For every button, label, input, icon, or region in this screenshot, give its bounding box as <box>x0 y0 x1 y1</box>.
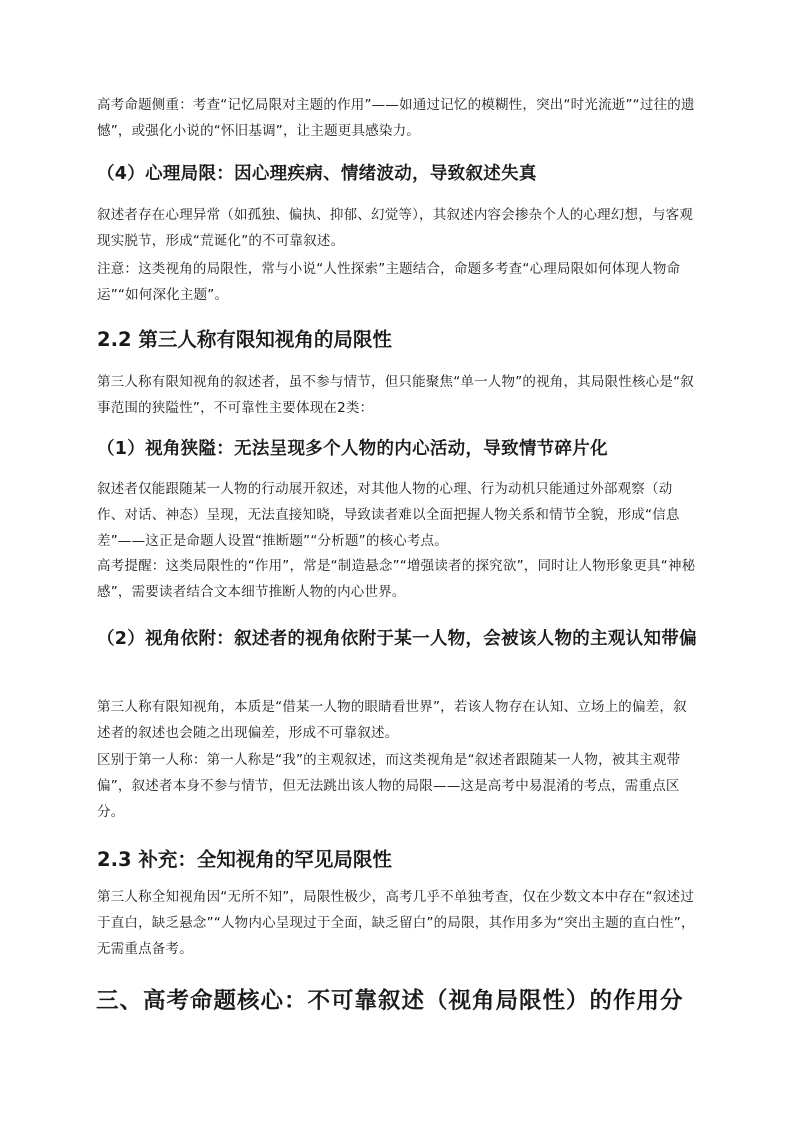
paragraph-psychological-note: 注意：这类视角的局限性，常与小说“人性探索”主题结合，命题多考查“心理局限如何体现人物命运”“如何深化主题”。 <box>97 261 681 303</box>
heading-narrow-view: （1）视角狭隘：无法呈现多个人物的内心活动，导致情节碎片化 <box>97 439 608 459</box>
paragraph-psychological-description: 叙述者存在心理异常（如孤独、偏执、抑郁、幻觉等），其叙述内容会掺杂个人的心理幻想，与客观现实脱节，形成“荒诞化”的不可靠叙述。 <box>97 207 694 249</box>
heading-chapter-3: 三、高考命题核心：不可靠叙述（视角局限性）的作用分 <box>96 988 684 1014</box>
heading-section-2-2: 2.2 第三人称有限知视角的局限性 <box>97 328 392 351</box>
heading-section-2-3: 2.3 补充：全知视角的罕见局限性 <box>97 848 392 871</box>
paragraph-view-attachment-description: 第三人称有限知视角，本质是“借某一人物的眼睛看世界”，若该人物存在认知、立场上的偏差，叙述者的叙述也会随之出现偏差，形成不可靠叙述。 <box>97 699 687 741</box>
paragraph-narrow-view-description: 叙述者仅能跟随某一人物的行动展开叙述，对其他人物的心理、行为动机只能通过外部观察（动作、对话、神态）呈现，无法直接知晓，导致读者难以全面把握人物关系和情节全貌，形成“信息差”——这正是命题人设置“推断题”“分析题”的核心考点。 <box>97 481 680 549</box>
paragraph-first-person-difference: 区别于第一人称：第一人称是“我”的主观叙述，而这类视角是“叙述者跟随某一人物，被其主观带偏”，叙述者本身不参与情节，但无法跳出该人物的局限——这是高考中易混淆的考点，需重点区分。 <box>97 752 681 820</box>
paragraph-limited-view-intro: 第三人称有限知视角的叙述者，虽不参与情节，但只能聚焦“单一人物”的视角，其局限性核心是“叙事范围的狭隘性”，不可靠性主要体现在2类： <box>97 374 694 416</box>
paragraph-exam-focus: 高考命题侧重：考查“记忆局限对主题的作用”——如通过记忆的模糊性，突出“时光流逝”“过往的遗憾”，或强化小说的“怀旧基调”，让主题更具感染力。 <box>97 97 695 139</box>
heading-psychological-limitation: （4）心理局限：因心理疾病、情绪波动，导致叙述失真 <box>97 164 537 184</box>
heading-view-attachment: （2）视角依附：叙述者的视角依附于某一人物，会被该人物的主观认知带偏 <box>97 629 697 649</box>
paragraph-omniscient-view: 第三人称全知视角因“无所不知”，局限性极少，高考几乎不单独考查，仅在少数文本中存在“叙述过于直白，缺乏悬念”“人物内心呈现过于全面，缺乏留白”的局限，其作用多为“突出主题的直白性”，无需重点备考。 <box>97 889 695 957</box>
paragraph-exam-reminder: 高考提醒：这类局限性的“作用”，常是“制造悬念”“增强读者的探究欲”，同时让人物形象更具“神秘感”，需要读者结合文本细节推断人物的内心世界。 <box>97 558 696 600</box>
